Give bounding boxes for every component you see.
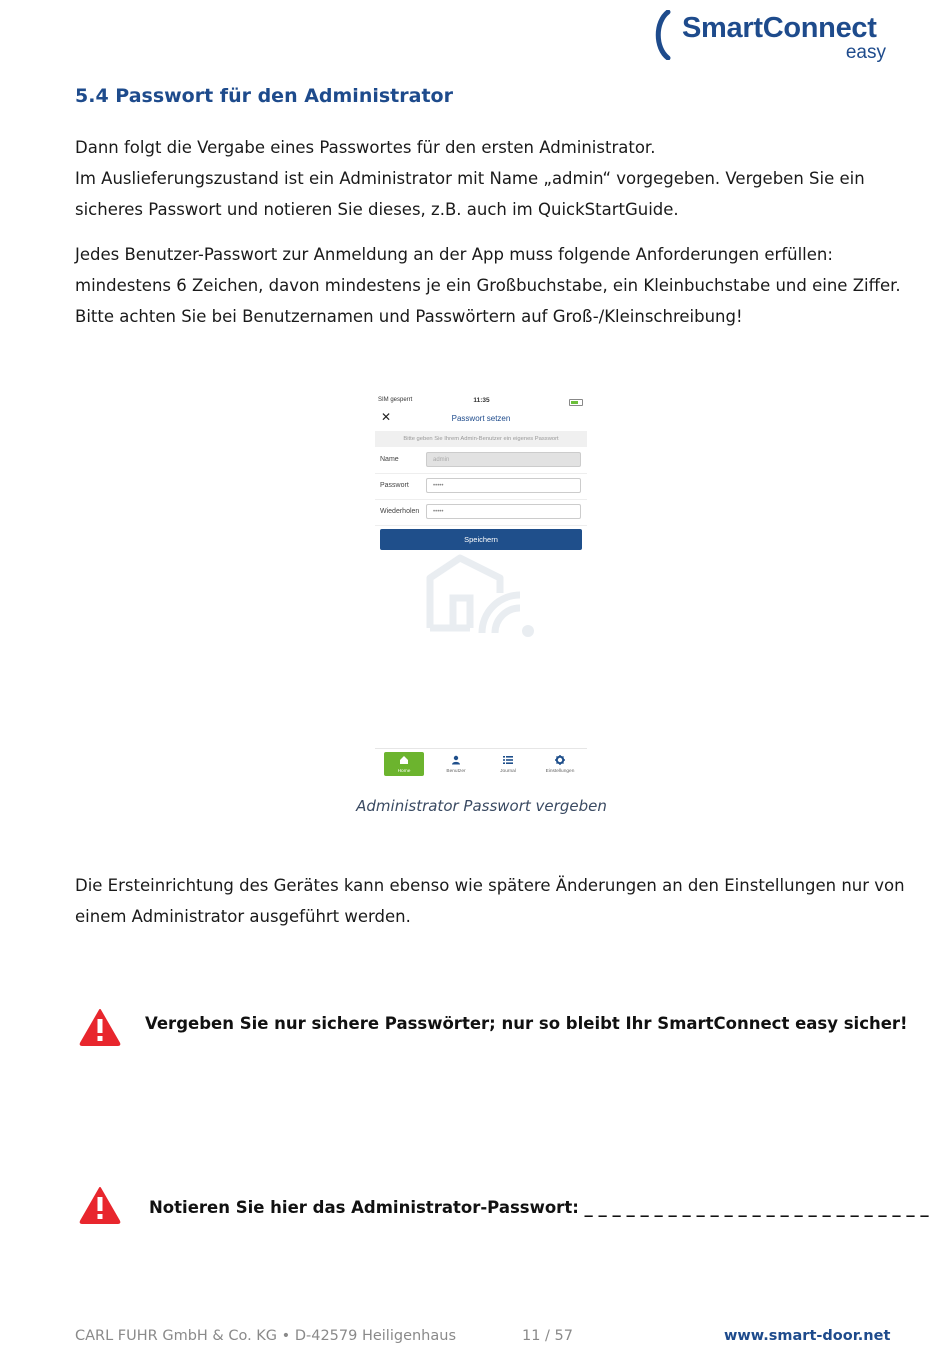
clock-text: 11:35 [473, 397, 490, 404]
tab-journal-label: Journal [500, 769, 516, 774]
logo-brand: SmartConnect [682, 12, 877, 44]
footer-company: CARL FUHR GmbH & Co. KG • D-42579 Heiligenhaus [75, 1328, 456, 1344]
tab-users-label: Benutzer [446, 769, 466, 774]
status-bar [378, 397, 585, 407]
warning-icon [79, 1008, 121, 1046]
password-label: Passwort [380, 482, 409, 489]
password-field[interactable]: ••••• [426, 478, 581, 493]
password-note-line: Notieren Sie hier das Administrator-Passwort: _ _ _ _ _ _ _ _ _ _ _ _ _ _ _ _ _ _ _ _ _ _ _ _ _ [149, 1198, 929, 1217]
secure-password-warning: Vergeben Sie nur sichere Passwörter; nur so bleibt Ihr SmartConnect easy sicher! [145, 1014, 908, 1033]
name-field[interactable]: admin [426, 452, 581, 467]
bracket-logo-icon [652, 10, 674, 60]
section-heading: 5.4 Passwort für den Administrator [75, 85, 453, 107]
repeat-row [375, 500, 587, 526]
page-number: 11 / 57 [522, 1328, 574, 1344]
screen-title: Passwort setzen [451, 414, 511, 423]
battery-level [571, 401, 578, 404]
app-screenshot [373, 393, 589, 778]
hint-text: Bitte geben Sie Ihrem Admin-Benutzer ein eigenes Passwort [375, 431, 587, 447]
battery-icon [569, 399, 583, 406]
tab-settings-label: Einstellungen [545, 769, 575, 774]
tab-journal[interactable] [488, 752, 528, 776]
carrier-text: SIM gesperrt [378, 397, 413, 403]
house-wifi-watermark-icon [425, 553, 535, 643]
name-label: Name [380, 456, 399, 463]
footer-website-link[interactable]: www.smart-door.net [724, 1328, 891, 1344]
warning-icon [79, 1186, 121, 1224]
bottom-nav [375, 748, 587, 777]
home-icon [399, 755, 409, 765]
requirements-paragraph [75, 239, 905, 332]
intro-paragraph [75, 132, 905, 225]
requirements-line-2: Bitte achten Sie bei Benutzernamen und Passwörtern auf Groß-/Kleinschreibung! [75, 307, 743, 326]
user-icon [451, 755, 461, 765]
tab-home[interactable] [384, 752, 424, 776]
tab-users[interactable] [436, 752, 476, 776]
logo-sub: easy [845, 42, 886, 63]
gear-icon [555, 755, 565, 765]
list-icon [503, 755, 513, 765]
intro-line-1: Dann folgt die Vergabe eines Passwortes für den ersten Administrator. [75, 138, 656, 157]
save-button[interactable]: Speichern [380, 529, 582, 550]
name-row [375, 448, 587, 474]
repeat-password-field[interactable]: ••••• [426, 504, 581, 519]
password-row [375, 474, 587, 500]
close-icon[interactable]: ✕ [381, 410, 392, 424]
tab-settings[interactable] [540, 752, 580, 776]
smartconnect-logo [652, 6, 892, 64]
repeat-label: Wiederholen [380, 508, 420, 515]
setup-note: Die Ersteinrichtung des Gerätes kann ebenso wie spätere Änderungen an den Einstellungen nur von einem Administrator ausgeführt werden. [75, 876, 905, 926]
intro-line-2: Im Auslieferungszustand ist ein Administrator mit Name „admin“ vorgegeben. Vergeben Sie ein sicheres Passwort und notieren Sie dieses, z.B. auch im QuickStartGuide. [75, 169, 865, 219]
requirements-line-1: Jedes Benutzer-Passwort zur Anmeldung an der App muss folgende Anforderungen erfüllen: mindestens 6 Zeichen, davon mindestens je ein Großbuchstabe, ein Kleinbuchstabe und eine Ziffer. [75, 245, 901, 295]
figure-caption: Administrator Passwort vergeben [356, 797, 607, 815]
tab-home-label: Home [397, 769, 411, 774]
